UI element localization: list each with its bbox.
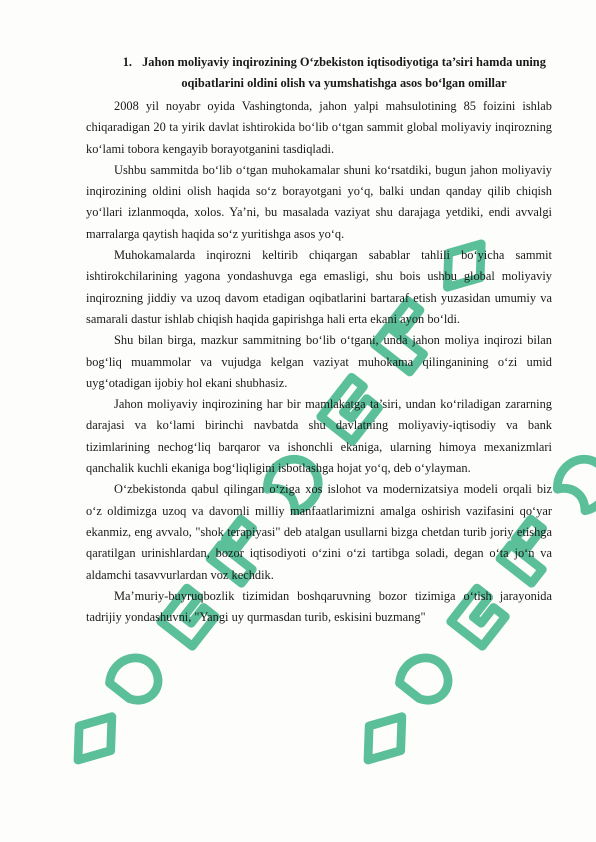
watermark-glyph — [106, 648, 167, 708]
document-body — [86, 52, 552, 628]
paragraph: Ushbu sammitda bo‘lib o‘tgan muhokamalar shuni ko‘rsatdiki, bugun jahon moliyaviy inqirozining oldini olish haqida so‘z borayotgani yo‘q, balki undan qanday qilib chiqish yo‘llari izlanmoqda, xolos. Ya’ni, bu masalada vaziyat shu darajaga yetdiki, endi avvalgi marralarga qaytish haqida so‘z yuritishga asos yo‘q. — [86, 162, 552, 241]
paragraph: 2008 yil noyabr oyida Vashingtonda, jahon yalpi mahsulotining 85 foizini ishlab chiqaradigan 20 ta yirik davlat ishtirokida bo‘lib o‘tgan sammit global moliyaviy inqirozning ko‘lami tobora kengayib borayotganini tasdiqladi. — [86, 99, 552, 156]
paragraph: Shu bilan birga, mazkur sammitning bo‘lib o‘tgani, unda jahon moliya inqirozi bilan bog‘liq muammolar va vujudga kelgan vaziyat muhokama qilinganining o‘zi umid uyg‘otadigan ijobiy hol ekani shubhasiz. — [86, 333, 552, 390]
section-heading — [86, 52, 552, 94]
paragraph: O‘zbekistonda qabul qilingan o‘ziga xos islohot va modernizatsiya modeli orqali biz o‘z oldimizga uzoq va davomli milliy manfaatlarimizni amalga oshirish vazifasini qo‘yar ekanmiz, eng avvalo, "shok terapiyasi" deb atalgan usullarni bizga chetdan turib joriy etishga qaratilgan urinishlardan, bozor iqtisodiyoti o‘zini o‘zi tartibga soladi, degan o‘ta jo‘n va aldamchi tasavvurlardan voz kechdik. — [86, 482, 552, 582]
paragraph: Ma’muriy-buyruqbozlik tizimidan boshqaruvning bozor tizimiga o‘tish jarayonida tadrijiy yondashuvni, "Yangi uy qurmasdan turib, eskisini buzmang" — [86, 588, 552, 625]
watermark-glyph — [396, 648, 457, 708]
paragraph: Jahon moliyaviy inqirozining har bir mamlakatga ta’siri, undan ko‘riladigan zararning darajasi va ko‘lami birinchi navbatda shu davlatning moliyaviy-iqtisodiy va bank tizimlarining nechog‘liq barqaror va ishonchli ekaniga, ularning himoya mexanizmlari qanchalik kuchli ekaniga bog‘liqligini isbotlashga hojat yo‘q, deb o‘ylayman. — [86, 397, 552, 476]
section-title: Jahon moliyaviy inqirozining O‘zbekiston iqtisodiyotiga ta’siri hamda uning oqibatlarini oldini olish va yumshatishga asos bo‘lgan omillar — [142, 55, 546, 90]
watermark-glyph — [62, 704, 127, 772]
watermark-glyph — [552, 449, 596, 515]
section-number: 1. — [122, 55, 132, 69]
watermark-glyph — [352, 704, 417, 772]
paragraph: Muhokamalarda inqirozni keltirib chiqargan sabablar tahlili bo‘yicha sammit ishtirokchilarining yagona yondashuvga ega emasligi, shu bois ushbu global moliyaviy inqirozning jiddiy va uzoq davom etadigan oqibatlarini bartaraf etish yuzasidan umumiy va samarali dastur ishlab chiqish haqida gapirishga hali erta ekani ayon bo‘ldi. — [86, 248, 552, 326]
